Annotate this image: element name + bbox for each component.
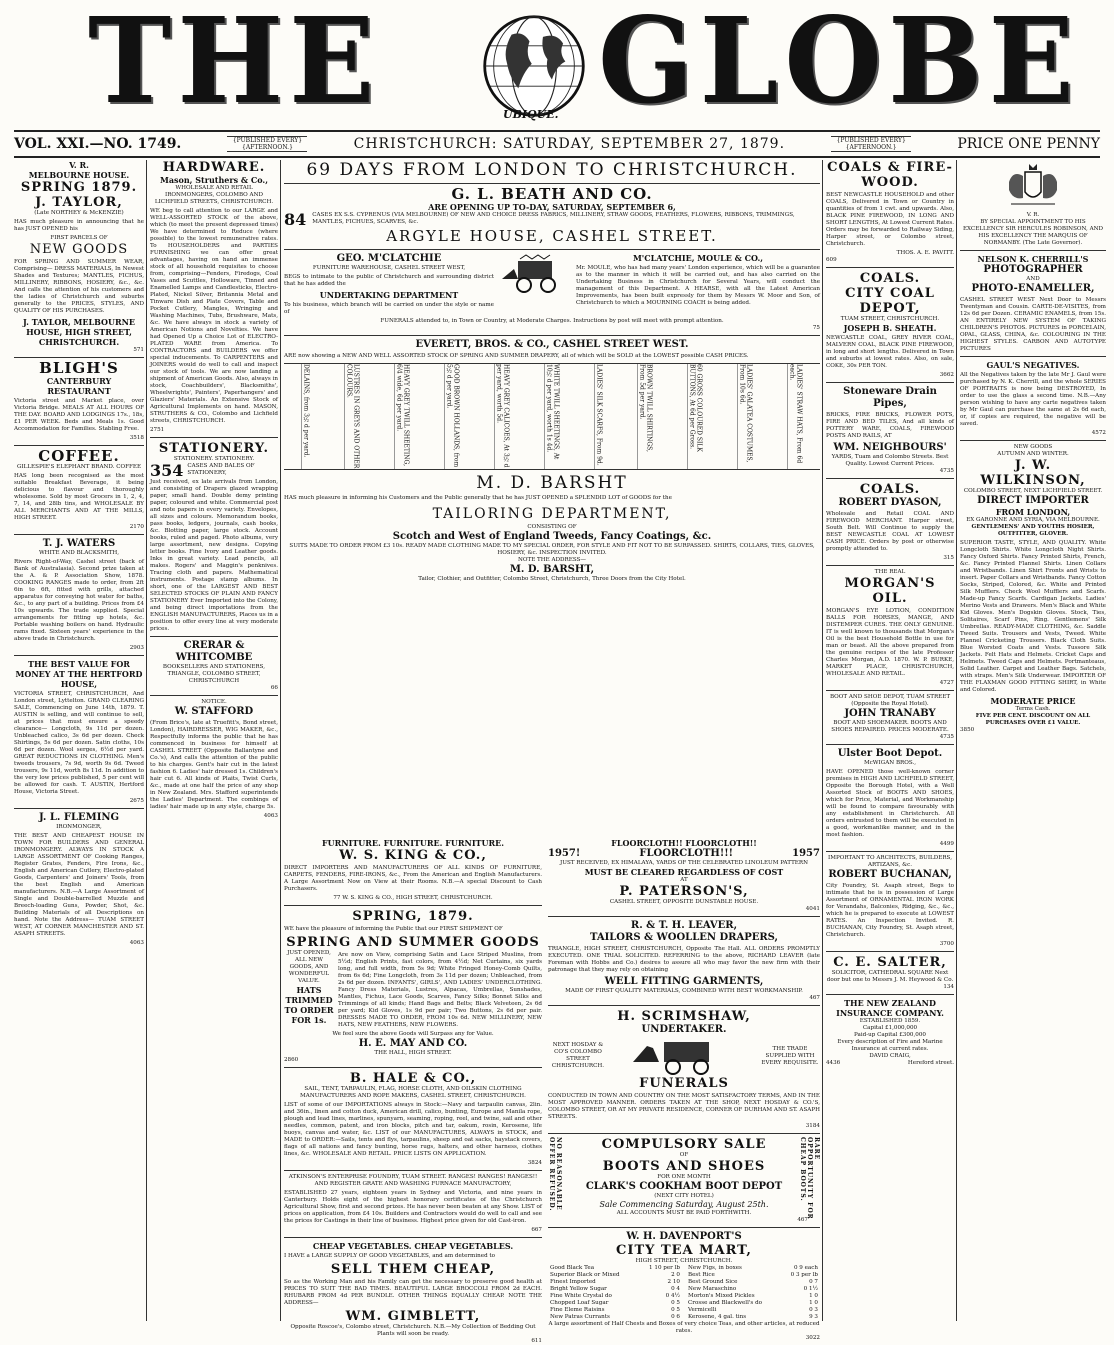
price-value: 1 0 xyxy=(809,1300,818,1306)
cherrill-body: CASHEL STREET WEST Next Door to Messrs Twentyman and Cousin. CARTE-DE-VISITES, from 12s 6d per Dozen. CERAMIC ENAMELS, from 15s. AN ENTIRELY NEW SYSTEM OF TAKING CHILDREN'S PHOTOS. PICTURES in PORCELAIN, OPAL, GLASS, CHINA, &c. COLOURING IN THE HIGHEST STYLES. CARBON AND AUTOTYPE PICTURES xyxy=(960,297,1106,352)
spring-side-note: JUST OPENED, ALL NEW GOODS, AND WONDERFUL VALUE. xyxy=(287,950,331,984)
ad-number: 2675 xyxy=(129,798,144,804)
price-item: Good Black Tea xyxy=(550,1265,595,1271)
price-item: Kerosene, 4 gal. tins xyxy=(688,1314,747,1320)
king-body: DIRECT IMPORTERS AND MANUFACTURERS OF ALL KINDS OF FURNITURE, CARPETS, FENDERS, FIRE-IRONS, &c., From the American and English Manufacturers. A Large Assortment Now on View at their Rooms. N.B.—A special Discount to Cash Purchasers. xyxy=(284,865,542,892)
new-goods-heading: NEW GOODS xyxy=(29,242,129,257)
discount-line: FIVE PER CENT. DISCOUNT ON ALL PURCHASES OVER £1 VALUE. xyxy=(975,713,1091,726)
leaver-subheading: TAILORS & WOOLLEN DRAPERS, xyxy=(589,932,779,943)
crerar-subheading: BOOKSELLERS AND STATIONERS, TRIANGLE, COLOMBO STREET, CHRISTCHURCH xyxy=(162,664,266,684)
everett-item: HEAVY GREY CALICOES, At 3½d per yard, worth 5d. xyxy=(495,364,510,468)
coals-heading-3: COALS. xyxy=(859,482,921,497)
beath-cases-count: 84 xyxy=(284,209,307,229)
price-row xyxy=(548,1293,682,1300)
masthead-motto: UBIQUE. xyxy=(503,108,559,121)
paidup-line: Paid-up Capital £300,000 xyxy=(854,1032,926,1038)
gaul-heading: GAUL'S NEGATIVES. xyxy=(986,360,1080,370)
undertaker-heading: UNDERTAKER. xyxy=(641,1024,727,1035)
scrimshaw-right-note: THE TRADE SUPPLIED WITH EVERY REQUISITE. xyxy=(761,1045,819,1066)
moule-heading: M'CLATCHIE, MOULE & CO., xyxy=(632,253,764,263)
hearse-icon xyxy=(500,255,570,295)
stationery-subheading: STATIONERY. STATIONERY. xyxy=(173,456,255,462)
taylor-heading: J. TAYLOR, xyxy=(35,195,123,210)
compulsory-heading: COMPULSORY SALE xyxy=(601,1137,767,1152)
mclatchie-body: BEGS to intimate to the public of Christchurch and surrounding district that he has added the xyxy=(284,274,494,287)
may-heading: H. E. MAY AND CO. xyxy=(358,1038,468,1049)
column-6 xyxy=(960,160,1106,1321)
hertford-body: VICTORIA STREET, CHRISTCHURCH, And London street, Lyttelton. GRAND CLEARING SALE, Commencing on June 14th, 1879. T. AUSTIN is selling, and will continue to sell, at prices that must ensure a speedy clearance— Longcloth, 9s 11d per dozen. Unbleached calico, 3s 6d per dozen. Check Shirtings, 5s 6d per dozen. Satin cloths, 10s 6d per dozen. Wool serges, 6½d per yard. GREAT REDUCTIONS IN CLOTHING. Men's tweeds trousers, 7s 9d, worth 9s 6d. Tweed trousers, 9s 11d, worth 8s 11d. In addition to the very low prices published, 5 per cent will be allowed for cash. T. AUSTIN, Hertford House, Victoria Street. xyxy=(14,691,144,795)
beath-heading: G. L. BEATH AND CO. xyxy=(451,185,653,203)
dateline-bar xyxy=(14,130,1100,158)
masthead-title-left: THE xyxy=(88,0,381,131)
ad-number: 134 xyxy=(943,984,954,990)
everett-item: 60 GROSS COLOURED SILK BUTTONS, At 6d per Gross. xyxy=(687,364,704,469)
vegetables-body: I HAVE a LARGE SUPPLY OF GOOD VEGETABLES, and am determined to xyxy=(284,1253,496,1259)
enameller-heading: PHOTO-ENAMELLER, xyxy=(971,283,1095,294)
stafford-heading: W. STAFFORD xyxy=(174,706,254,717)
price-row xyxy=(548,1300,682,1307)
price-row xyxy=(686,1293,820,1300)
ad-number: 2751 xyxy=(150,427,165,433)
place-date: CHRISTCHURCH: SATURDAY, SEPTEMBER 27, 1879. xyxy=(353,136,786,152)
city-tea-heading: CITY TEA MART, xyxy=(616,1243,752,1258)
insurance-body: Every description of Fire and Marine Insurance at current rates. xyxy=(837,1039,943,1052)
appointment-line: BY SPECIAL APPOINTMENT TO HIS EXCELLENCY SIR HERCULES ROBINSON, AND HIS EXCELLENCY THE MARQUIS OF NORMANBY. (The Late Governor). xyxy=(962,219,1104,246)
volume-number: VOL. XXI.—NO. 1749. xyxy=(14,136,182,152)
photographer-heading: PHOTOGRAPHER xyxy=(983,264,1083,275)
ulster-body: HAVE OPENED those well-known corner premises in HIGH AND LICHFIELD STREET, Opposite the Borough Hotel, with a Well Assorted Stock of BOOTS AND SHOES, which for Price, Material, and Workmanship will be found to compare favourably with any establishment in Christchurch. All orders entrusted to them will be executed in a good, workmanlike manner, and in the most fashion. xyxy=(826,769,954,838)
floorcloth-heading: FLOORCLOTH!! FLOORCLOTH!! xyxy=(611,838,757,848)
buchanan-body: City Foundry, St. Asaph street, Begs to intimate that he is in possession of Large Assortment of ORNAMENTAL IRON WORK for Verandahs, Balconies, Ridging, &c., &c., which he is prepared to execute at LOWEST RATES. An Inspection Invited. R. BUCHANAN, City Foundry, St. Asaph street, Christchurch. xyxy=(826,883,954,938)
price-list-left xyxy=(548,1265,682,1321)
taylor-address: J. TAYLOR, MELBOURNE HOUSE, HIGH STREET, CHRISTCHURCH. xyxy=(22,317,136,347)
price-item: Morton's Mixed Pickles xyxy=(688,1293,755,1299)
price-row xyxy=(686,1286,820,1293)
price-item: Vermicelli xyxy=(688,1307,717,1313)
barsht-signature: M. D. BARSHT, xyxy=(509,564,595,575)
autumn-line: AUTUMN AND WINTER. xyxy=(997,451,1069,457)
may-address: THE HALL, HIGH STREET. xyxy=(374,1050,452,1056)
price-row xyxy=(548,1307,682,1314)
masthead-title-right: GLOBE xyxy=(598,0,1080,131)
feel-sure: We feel sure the above Goods will Surpass any for Value. xyxy=(332,1031,494,1037)
tweeds-line: Scotch and West of England Tweeds, Fancy Coatings, &c. xyxy=(392,531,712,542)
coffee-subheading: GILLESPIE'S ELEPHANT BRAND. COFFEE xyxy=(16,464,142,470)
price-value: 0 6 xyxy=(671,1314,680,1320)
ad-number: 2903 xyxy=(129,645,144,651)
bligh-heading: BLIGH'S xyxy=(39,359,119,377)
gaul-body: All the Negatives taken by the late Mr J. Gaul were purchased by N. K. Cherrill, and the whole SERIES OF PORTRAITS is now being DESTROYED, In order to use the glass a second time. N.B.—Any person wishing to have any carte negatives taken by Mr Gaul can purchase the same at 2s 6d each, or, if copies are required, the negative will be saved. xyxy=(960,372,1106,427)
capital-line: Capital £1,000,000 xyxy=(862,1025,918,1031)
price-value: 0 3 xyxy=(809,1307,818,1313)
vegetables-body-2: So as the Working Man and his Family can get the necessary to preserve good health at PRICES TO SUIT THE BAD TIMES. BEAUTIFUL LARGE BROCCOLI FROM 2d EACH. RHUBARB FROM 4d PER BUNDLE. OTHER THINGS EQUALLY CHEAP. NOTE THE ADDRESS— xyxy=(284,1279,542,1306)
wilkinson-address: COLOMBO STREET, NEXT LICHFIELD STREET. xyxy=(963,488,1103,494)
direct-importer-heading: DIRECT IMPORTER xyxy=(977,495,1089,506)
ad-number: 467 xyxy=(809,995,820,1001)
coals-heading-2: COALS. xyxy=(859,271,921,286)
column-3-wide xyxy=(284,160,820,582)
ad-number: 4735 xyxy=(939,734,954,740)
spring-list: Are now on View, comprising Satin and Lace Striped Muslins, from 5½d; English Prints, fast colors, from 4½d; Net Curtains, six yards long, and full width, from 5s 9d; White Fringed Honey-Comb Quilts, from 6s 6d; Fine Longcloth, from 3s 11d per dozen; Unbleached, from 2s 6d per dozen. INFANTS', GIRLS', AND LADIES' UNDERCLOTHING. Fancy Dress Materials, Lustres, Alpacas, Umbrellas, Sunshades, Mantles, Fichus, Lace Goods, Scarves, Fancy Silks; Bonnet Silks and Trimmings of all kinds; Hand Bags and Belts; Black Velveteen, 2s 6d per yard; Kid Gloves, 1s 9d per pair; Two Buttons, 2s 6d per pair. DRESSES MADE TO ORDER, FROM 10s 6d. NEW MILLINERY, NEW HATS, NEW FEATHERS, NEW FLOWERS. xyxy=(338,952,542,1028)
ad-number: 609 xyxy=(826,257,837,263)
argyle-heading: ARGYLE HOUSE, CASHEL STREET. xyxy=(386,227,718,245)
everett-item: LADIES' STRAW HATS, From 6d each. xyxy=(787,364,804,469)
side-note-left: NO REASONABLE OFFER REFUSED. xyxy=(548,1137,562,1212)
wilkinson-body: SUPERIOR TASTE, STYLE, AND QUALITY. White Longcloth Shirts. White Longcloth Night Shirts. Fancy Oxford Shirts. Fancy Printed Shirts, French, &c. Fancy Printed Flannel Shirts. Linen Collars and Wristbands. Linen Shirt Fronts and Wrists to insert. Paper Collars and Wristbands. Fancy Cotton Socks, Striped, Colored, &c. White and Printed Silk Mufflers. Check Wool Mufflers and Scarfs. Made-up Fancy Scarfs. Cardigan Jackets. Ladies' Merino Vests and Drawers. Men's Black and White Kid Gloves. Men's Dogskin Gloves. Stock, Ties, Solitaires, Scarf Pins, Ring. Gentlemens' Silk Umbrellas. READY-MADE CLOTHING, &c. Saddle Tweed Suits. Trousers and Vests, Tweed. White Flannel Cricketing Trousers. Black Cloth Suits. Blue Worsted Coats and Vests. Tussore Silk Jackets. Felt Hats and Helmets. Cricket Caps and Helmets. Tweed Caps and Helmets. Portmanteaus, Solid Leather. Carpet and Leather Bags. Satchels, with straps. Men's Silk Underwear. IMPORTER OF THE FLAXMAN GOOD FITTING SHIRT, in White and Colored. xyxy=(960,540,1106,693)
ulster-heading: Ulster Boot Depot. xyxy=(837,748,943,759)
coffee-heading: COFFEE. xyxy=(38,447,120,465)
everett-item: LUSTRES IN GREYS AND OTHER COLOURS. xyxy=(345,364,360,469)
boots-heading: BOOTS AND SHOES xyxy=(602,1159,766,1174)
ad-number: 4572 xyxy=(1091,430,1106,436)
accounts-line: ALL ACCOUNTS MUST BE PAID FORTHWITH. xyxy=(616,1210,752,1216)
ad-number: 66 xyxy=(270,685,278,691)
real-line: THE REAL xyxy=(874,569,906,575)
suits-line: SUITS MADE TO ORDER FROM £3 10s. READY MADE CLOTHING MADE TO MY SPECIAL ORDER, FOR STYLE AND FIT NOT TO BE SURPASSED. SHIRTS, COLLARS, TIES, GLOVES, HOSIERY, &c. INSPECTION INVITED. xyxy=(289,543,815,556)
dyason-heading: ROBERT DYASON, xyxy=(838,497,942,508)
from-london: FROM LONDON, xyxy=(995,507,1071,517)
column-2 xyxy=(150,160,278,1321)
mason-subheading: WHOLESALE AND RETAIL IRONMONGERS, COLOMBO AND LICHFIELD STREETS, CHRISTCHURCH. xyxy=(154,185,274,205)
everett-item: LADIES' SILK SCARFS, From 9d. xyxy=(594,364,604,469)
column-rule xyxy=(146,160,147,1321)
barsht-heading: M. D. BARSHT xyxy=(476,473,628,493)
ad-number: 4436 xyxy=(826,1060,841,1066)
neighbours-body: YARDS, Tuam and Colombo Streets. Best Quality. Lowest Current Prices. xyxy=(831,454,949,467)
cherrill-heading: NELSON K. CHERRILL'S xyxy=(977,254,1089,264)
waters-heading: T. J. WATERS xyxy=(42,538,116,549)
ad-number: 3850 xyxy=(960,727,975,733)
moule-body: Mr. MOULE, who has had many years' London experience, which will be a guarantee as to the manner in which it will be carried out, and has also carried on the Undertaking Business in Christchurch for Several Years, will conduct the management of this Department. A HEARSE, with all the Latest American Improvements, has been built expressly for them by Messrs W. Moor and Son, of Christchurch to which a MOURNING COACH is being added. xyxy=(576,265,820,306)
ad-number: 4735 xyxy=(939,468,954,474)
sheath-body: NEWCASTLE COAL, GREY RIVER COAL, MALVERN COAL, BLACK PINE FIREWOOD, in long and short lengths. Delivered in Town and suburbs at lowest rates. Also, on sale, COKE, 30s PER TON. xyxy=(826,335,954,369)
fleming-body: THE BEST AND CHEAPEST HOUSE IN TOWN FOR BUILDERS AND GENERAL IRONMONGERY. ALWAYS IN STOCK A LARGE ASSORTMENT OF Cooking Ranges, Register Grates, Fenders, Fire Irons, &c., English and American Cutlery, Electro-plated Goods, Carpenters' and Joiners' Tools, from the best English and American manufacturers. N.B.—A Large Assortment of Single and Double-barrelled Muzzle and Breech-loading Guns, Powder, Shot, &c. Building Materials of all Descriptions on hand. Note the Address— TUAM STREET WEST, AT CORNER MANCHESTER AND ST. ASAPH STREETS. xyxy=(14,833,144,937)
neighbours-heading: WM. NEIGHBOURS' xyxy=(833,442,947,453)
price-item: Fine White Crystal do xyxy=(550,1293,612,1299)
coals-firewood-heading: COALS & FIRE-WOOD. xyxy=(827,160,953,190)
insurance-heading: THE NEW ZEALAND INSURANCE COMPANY. xyxy=(836,998,944,1018)
price-value: 0 1½ xyxy=(803,1286,818,1292)
sale-line: Sale Commencing Saturday, August 25th. xyxy=(599,1200,769,1209)
ad-number: 4063 xyxy=(263,813,278,819)
price-value: 9 3 xyxy=(809,1314,818,1320)
price-row xyxy=(548,1279,682,1286)
floor-years: 1957! xyxy=(548,848,581,859)
ad-number: 3662 xyxy=(939,372,954,378)
price-item: Best Rice xyxy=(688,1272,715,1278)
city-coal-address: TUAM STREET, CHRISTCHURCH. xyxy=(840,316,940,322)
ad-number: 467 xyxy=(797,1217,808,1223)
floor-years-2: 1957 xyxy=(792,848,820,859)
waters-body: Rivers Right-of-Way, Cashel street (back of Bank of Australasia). Second prize taken at the A. & P. Association Show, 1878. COOKING RANGES made to order, from 2ft 6in to 6ft, fitted with grills, attached apparatus for conveying hot water for baths, &c., to any part of a building. Prices from £4 10s upwards. The trade supplied. Special arrangements for fitting up hotels, &c. Portable washing boilers on hand. Hydraulic rams fixed. Sixteen years' experience in the above trade in Christchurch. xyxy=(14,559,144,642)
moderate-heading: MODERATE PRICE xyxy=(990,696,1076,706)
price-item: New Patras Currants xyxy=(550,1314,610,1320)
spring-1879-heading: SPRING, 1879. xyxy=(352,909,474,924)
price-value: 1 0 xyxy=(809,1293,818,1299)
leaver-body: TRIANGLE, HIGH STREET, CHRISTCHURCH, Opposite The Hall. ALL ORDERS PROMPTLY EXECUTED. ONE TRIAL SOLICITED. REFERRING to the above, RICHARD LEAVER (late Foreman with Hobbs and Co.) desires to assure all who may favor the new firm with their patronage that they may rely on obtaining xyxy=(548,946,820,973)
price-item: New Figs, in boxes xyxy=(688,1265,742,1271)
column-3a xyxy=(284,838,542,1344)
king-heading: W. S. KING & CO., xyxy=(339,848,487,863)
barsht-address: Tailor, Clothier, and Outfitter, Colombo Street, Christchurch, Three Doors from the City Hotel. xyxy=(418,576,686,582)
barsht-body: HAS much pleasure in informing his Customers and the Public generally that he has JUST OPENED a SPLENDID LOT of GOODS for the xyxy=(284,495,672,501)
ad-number: 3184 xyxy=(805,1123,820,1129)
price-row xyxy=(686,1307,820,1314)
sell-cheap-heading: SELL THEM CHEAP, xyxy=(330,1262,496,1277)
headline: 69 DAYS FROM LONDON TO CHRISTCHURCH. xyxy=(306,160,798,180)
gimblett-address: Opposite Roscoe's, Colombo street, Christchurch. N.B.—My Collection of Bedding Out Plants will soon be ready. xyxy=(290,1324,536,1337)
price-item: Best Ground Sice xyxy=(688,1279,738,1285)
beath-opening: ARE OPENING UP TO-DAY, SATURDAY, SEPTEMBER 6, xyxy=(428,202,676,212)
price-item: Bright Yellow Sugar xyxy=(550,1286,607,1292)
column-rule xyxy=(822,160,823,1321)
scrimshaw-heading: H. SCRIMSHAW, xyxy=(617,1009,751,1024)
hale-heading: B. HALE & CO., xyxy=(349,1071,477,1086)
hale-body: LIST of some of our IMPORTATIONS always in Stock:—Navy and tarpaulin canvas, 2lin. and 36in., linen and cotton duck, American drill, calico, bunting, Europe and Manila rope, plough and lead lines, marlines, spunyarn, seaming, roping, reel, and twine, sail and other needles, common, patent, and iron blocks, pitch and tar, oakum, rosin, Kerosene, life buoys, canvas and water, &c. LIST of our MANUFACTURES, ALWAYS in STOCK, and MADE to ORDER:—Sails, tents and flys, tarpaulins, sheep and oat sacks, haystack covers, flags of all nations and fancy bunting, horse rugs, halters, and other harness, clothes lines, &c. WHOLESALE AND RETAIL. PRICE LISTS ON APPLICATION. xyxy=(284,1102,542,1157)
mason-heading: Mason, Struthers & Co., xyxy=(159,175,268,185)
beath-cases-text: CASES EX S.S. CYPRENUS (VIA MELBOURNE) OF NEW AND CHOICE DRESS FABRICS, MILLINERY, STRAW GOODS, FEATHERS, FLOWERS, RIBBONS, TRIMMINGS, MANTLES, FICHUES, SCARVES, &c. xyxy=(312,212,795,225)
price-value: 1 10 per lb xyxy=(649,1265,680,1271)
first-parcels: FIRST PARCELS OF xyxy=(50,235,108,241)
tailoring-heading: TAILORING DEPARTMENT, xyxy=(432,506,672,522)
month-line: FOR ONE MONTH xyxy=(657,1174,711,1180)
ad-number: 75 xyxy=(812,325,820,331)
price-row xyxy=(686,1272,820,1279)
column-4 xyxy=(548,838,820,1341)
ad-number: 3824 xyxy=(527,1160,542,1166)
fleming-heading: J. L. FLEMING xyxy=(38,812,120,823)
price-row xyxy=(548,1286,682,1293)
funerals-note: FUNERALS attended to, in Town or Country, at Moderate Charges. Instructions by post will meet with prompt attention. xyxy=(380,318,724,324)
melbourne-house-heading: MELBOURNE HOUSE. xyxy=(28,170,130,180)
price-value: 0 3 per lb xyxy=(790,1272,818,1278)
spring-heading: SPRING 1879. xyxy=(20,180,138,195)
davenport-heading: W. H. DAVENPORT'S xyxy=(626,1231,742,1242)
mason-body: WE beg to call attention to our LARGE and WELL-ASSORTED STOCK of the above, which (to meet the present depressed times) We have determined to Reduce (where possible) to the lowest remunerative rates. To HOUSEHOLDERS and PARTIES FURNISHING we can offer great advantages, having on hand an immense stock of all household requisites to choose from, comprising—Fenders, Firedogs, Coal Vases and Scuttles, Holloware, Tinned and Enamelled Lamps and Candlesticks, Electro-Plated, Nickel Silver, Britannia Metal and Tinware Dish and Plate Covers, Table and Pocket Cutlery, Mangles, Wringing and Washing Machines, Tubs, Brushware, Mats, &c. We have always in stock a variety of American Notions and Novelties. We have had Opened Up a Choice Lot of ELECTRO-PLATED WARE from America. To CONTRACTORS and BUILDERS we offer special inducements. To CARPENTERS and JOINERS would do well to call and inspect our stock of tools. We are now landing a shipment of American Goods. Also, always in stock, Coachbuilders', Blacksmiths', Wheelwrights', Painters', Paperhangers' and Glaziers' Materials. An Extensive Stock of Agricultural Implements on hand. MASON, STRUTHERS & CO., Colombo and Lichfield streets, CHRISTCHURCH. xyxy=(150,208,278,424)
best-value-heading: THE BEST VALUE FOR MONEY AT THE HERTFORD HOUSE, xyxy=(15,659,143,689)
royal-cipher: V. R. xyxy=(1026,212,1040,218)
davenport-footer: A large assortment of Half Chests and Boxes of very choice Teas, and other articles, at reduced rates. xyxy=(548,1321,820,1334)
dyason-body: Wholesale and Retail COAL AND FIREWOOD MERCHANT. Harper street, South Belt. Will Continue to supply the BEST NEWCASTLE COAL AT LOWEST CASH PRICE. Orders by post or otherwise promptly attended to. xyxy=(826,511,954,552)
column-5 xyxy=(826,160,954,1321)
everett-heading: EVERETT, BROS. & CO., CASHEL STREET WEST. xyxy=(415,339,689,350)
clark-subheading: (NEXT CITY HOTEL) xyxy=(654,1193,714,1199)
clark-heading: CLARK'S COOKHAM BOOT DEPOT xyxy=(585,1181,783,1192)
everett-item: WHITE TWILL SHEETINGS, At 10½d per yard, worth 1s 4d. xyxy=(544,364,561,469)
ad-number: 4063 xyxy=(129,940,144,946)
sheath-heading: JOSEPH B. SHEATH. xyxy=(843,323,937,333)
price-item: New Maraschino xyxy=(688,1286,737,1292)
morgan-body: MORGAN'S EYE LOTION, CONDITION BALLS FOR HORSES, MANGE, AND DISTEMPER CURES. THE ONLY GENUINE. IT is well known to thousands that Morgan's Oil is the best Household Bottle in use for man or beast. All the above prepared from the genuine recipes of the late Professor Charles Morgan, A.D. 1870. W. P. BURKE, MARKET PLACE, CHRISTCHURCH, WHOLESALE AND RETAIL. xyxy=(826,608,954,677)
tranaby-body: BOOT AND SHOEMAKER. BOOTS AND SHOES REPAIRED. PRICES MODERATE. xyxy=(831,720,949,733)
hale-subheading: SAIL, TENT, TARPAULIN, FLAG, HORSE CLOTH, AND OILSKIN CLOTHING MANUFACTURERS AND ROPE MAKERS, CASHEL STREET, CHRISTCHURCH. xyxy=(300,1086,526,1099)
price-list-right xyxy=(686,1265,820,1321)
price-value: 0 5 xyxy=(671,1307,680,1313)
everett-item: LADIES' GALATEA COSTUMES, From 10s 6d. xyxy=(737,364,754,469)
price-value: 0 4½ xyxy=(665,1293,680,1299)
mclatchie-heading: GEO. M'CLATCHIE xyxy=(336,253,442,264)
price-row xyxy=(548,1265,682,1272)
stationery-heading: STATIONERY. xyxy=(158,441,270,456)
well-fitting-heading: WELL FITTING GARMENTS, xyxy=(604,976,764,987)
ad-number: 571 xyxy=(133,347,144,353)
at-line: AT xyxy=(680,877,688,883)
himalaya-line: JUST RECEIVED, EX HIMALAYA, YARDS OF THE CELEBRATED LINOLEUM PATTERN xyxy=(560,860,808,866)
architects-line: IMPORTANT TO ARCHITECTS, BUILDERS, ARTIZANS, &c. xyxy=(828,855,952,868)
everett-body: ARE now showing a NEW AND WELL ASSORTED STOCK OF SPRING AND SUMMER DRAPERY, all of which will be SOLD at the LOWEST possible CASH PRICES. xyxy=(284,353,749,359)
salter-heading: C. E. SALTER, xyxy=(833,955,947,970)
via-line: EX GARONNE AND SYRIA, VIA MELBOURNE. xyxy=(966,517,1100,523)
wilkinson-heading: J. W. WILKINSON, xyxy=(980,458,1086,488)
ad-number: 3518 xyxy=(129,435,144,441)
pavitt-signature: THOS. A. E. PAVITT. xyxy=(896,250,954,256)
price-row xyxy=(686,1265,820,1272)
ad-number: 2860 xyxy=(284,1057,299,1063)
price-item: Superior Black or Mixed xyxy=(550,1272,620,1278)
paterson-address: CASHEL STREET, OPPOSITE DUNSTABLE HOUSE. xyxy=(609,899,759,905)
drain-body: BRICKS, FIRE BRICKS, FLOWER POTS, FIRE AND BED TILES, And all kinds of POTTERY WARE, COALS, FIREWOOD POSTS AND RAILS, AT xyxy=(826,412,954,439)
column-1 xyxy=(14,160,144,1321)
undertaking-heading: UNDERTAKING DEPARTMENT xyxy=(319,290,459,300)
funerals-body: CONDUCTED IN TOWN AND COUNTRY ON THE MOST SATISFACTORY TERMS, AND IN THE MOST APPROVED MANNER. ORDERS TAKEN AT THE SHOP, NEXT HOSDAY & CO.'S, COLOMBO STREET, OR AT MY PRIVATE RESIDENCE, CORNER OF DURHAM AND ST. ASAPH STREETS. xyxy=(548,1093,820,1120)
everett-item: BROWN TWILL SHIRTINGS, From 5d per yard. xyxy=(637,364,654,469)
price-value: 2 0 xyxy=(671,1272,680,1278)
note-address: NOTE THE ADDRESS— xyxy=(517,557,586,563)
spring-body: WE have the pleasure of informing the Public that our FIRST SHIPMENT OF xyxy=(284,926,503,932)
consisting: CONSISTING OF xyxy=(527,524,577,530)
price-row xyxy=(686,1314,820,1321)
ad-number: 2170 xyxy=(129,524,144,530)
royal-arms-icon xyxy=(1003,162,1063,210)
stationery-body: Just received, ex late arrivals from London, and consisting of Drapers glazed wrapping paper, small hand. Double demy printing paper, coloured and white. Commercial post and note papers in every variety. Envelopes, all sizes and colours. Memorandum books, pass books, ledgers, journals, cash books, &c. Blotting paper, large stock. Account books, ruled and paged. Photo albums, very large assortment, new designs. Copying letter books. Fine Ivory and Leather goods. Inks in great variety. Lead pencils, all makes. Rogers' and Maggin's penknives. Tracing cloth and papers. Mathematical instruments. Postage stamp albums. In short, one of the LARGEST AND BEST SELECTED STOCKS OF PLAIN AND FANCY STATIONERY Ever Imported into the Colony, and being direct importations from the ENGLISH MANUFACTURERS, Places us in a position to offer every line at very moderate prices. xyxy=(150,479,278,632)
everett-items xyxy=(284,363,820,470)
gents-line: GENTLEMENS' AND YOUTHS HOSIER, OUTFITTER, GLOVER. xyxy=(971,524,1095,537)
salter-body: SOLICITOR, CATHEDRAL SQUARE Next door but one to Messrs J. M. Heywood & Co. xyxy=(826,970,954,983)
hats-trimmed: HATS TRIMMED TO ORDER FOR 1s. xyxy=(284,985,334,1025)
price-item: Crosse and Blackwell's do xyxy=(688,1300,763,1306)
taylor-body: HAS much pleasure in announcing that he has JUST OPENED his xyxy=(14,219,144,232)
globe-icon xyxy=(478,10,590,122)
price-value: 0 5 xyxy=(671,1300,680,1306)
price-value: 0 9 each xyxy=(793,1265,818,1271)
royal-cipher: V. R. xyxy=(69,160,89,170)
king-address: 77 W. S. KING & CO., HIGH STREET, CHRISTCHURCH. xyxy=(333,895,493,901)
ad-number: 315 xyxy=(943,555,954,561)
price-row xyxy=(686,1279,820,1286)
price-value: 0 4 xyxy=(671,1286,680,1292)
price: PRICE ONE PENNY xyxy=(957,136,1100,152)
column-rule xyxy=(956,160,957,1321)
ad-number: 3700 xyxy=(939,941,954,947)
craig-signature: DAVID CRAIG, xyxy=(869,1053,911,1059)
price-item: Chopped Loaf Sugar xyxy=(550,1300,609,1306)
atkinson-heading: ATKINSON'S ENTERPRISE FOUNDRY, TUAM STREET. RANGES! RANGES! RANGES!! AND REGISTER GRATE AND WASHING FURNACE MANUFACTORY, xyxy=(288,1174,538,1187)
leaver-body-2: MADE OF FIRST QUALITY MATERIALS, COMBINED WITH BEST WORKMANSHIP. xyxy=(565,988,803,994)
ad-number: 4499 xyxy=(939,841,954,847)
atkinson-body: ESTABLISHED 27 years, eighteen years in Sydney and Victoria, and nine years in Canterbury. Holds eight of the highest honorary certificates of the Christchurch Agricultural Show, first and second prizes. He has never been beaten at any Show. LIST of prices on application, from £4 10s. Builders and Contractors would do well to call and see the prices for Castings in their line of business. Highest price given for old Cast-iron. xyxy=(284,1190,542,1224)
stafford-body: (From Brice's, late at Truefitt's, Bond street, London), HAIRDRESSER, WIG MAKER, &c., Respectfully informs the public that he has commenced in business for himself at CASHEL STREET (Opposite Ballantyne and Co.'s), And calls the attention of the public to his charges. Gent's hair cut in the latest fashion 6. Ladies' hair dressed 1s. Children's hair cut 6. All kinds of Plaits, Twist Curls, &c., made at one half the price of any shop in New Zealand. Mrs. Stafford superintends the Ladies' Department. The combings of ladies' hair made up in any style, charge 5s. xyxy=(150,720,278,810)
mclatchie-subheading: FURNITURE WAREHOUSE, CASHEL STREET WEST, xyxy=(312,265,466,271)
column-rule xyxy=(280,160,281,1321)
and-line: AND xyxy=(1026,276,1040,282)
coals-body: BEST NEWCASTLE HOUSEHOLD and other COALS, Delivered in Town or Country in quantities of from 1 cwt. and upwards. Also, BLACK PINE FIREWOOD, IN LONG AND SHORT LENGTHS, At Lowest Current Rates. Orders may be forwarded to Railway Siding, Harper street, or Colombo street, Christchurch. xyxy=(826,192,954,247)
boot-depot-line: BOOT AND SHOE DEPOT, TUAM STREET (Opposite the Royal Hotel). xyxy=(829,694,951,707)
side-note-right: RARE OPPORTUNITY FOR CHEAP BOOTS. xyxy=(799,1137,820,1220)
taylor-subheading: (Late NORTHEY & McKENZIE) xyxy=(34,210,124,216)
hearse-icon xyxy=(629,1036,739,1076)
coffee-body: HAS long been recognised as the most suitable Breakfast Beverage, it being delicious to flavour and thoroughly wholesome. Sold by most Grocers in 1, 2, 4, 7, 14, and 28lb tins, and WHOLESALE BY ALL MERCHANTS AND AT THE MILLS, HIGH STREET. xyxy=(14,473,144,521)
paterson-heading: P. PATERSON'S, xyxy=(619,884,749,899)
published-note-left: {PUBLISHED EVERY} {AFTERNOON.} xyxy=(227,136,307,152)
price-row xyxy=(686,1300,820,1307)
new-goods-line: NEW GOODS xyxy=(1013,444,1053,450)
price-value: 0 7 xyxy=(809,1279,818,1285)
davenport-address: HIGH STREET, CHRISTCHURCH. xyxy=(635,1258,733,1264)
terms-line: Terms Cash. xyxy=(1015,706,1051,712)
bligh-body: Victoria street and Market place, over Victoria Bridge. MEALS AT ALL HOURS OF THE DAY. BOARD AND LODGINGS 17s., 18s, £1 PER WEEK. Beds and Meals 1s. Good Accommodation for Families. Stabling Free. xyxy=(14,398,144,432)
furniture-heading: FURNITURE. FURNITURE. FURNITURE. xyxy=(321,838,505,848)
mcwigan-line: McWIGAN BROS., xyxy=(863,760,917,766)
gimblett-heading: WM. GIMBLETT, xyxy=(345,1309,481,1324)
price-item: Fine Eleme Raisins xyxy=(550,1307,605,1313)
everett-item: GOOD BROWN HOLLANDS, from 5½d per yard. xyxy=(445,364,460,468)
established-line: ESTABLISHED 1859. xyxy=(859,1018,921,1024)
city-coal-heading: CITY COAL DEPOT, xyxy=(845,286,935,316)
notice-heading: NOTICE. xyxy=(201,699,227,705)
price-value: 2 10 xyxy=(667,1279,680,1285)
bligh-subheading: CANTERBURY RESTAURANT xyxy=(46,376,112,396)
vegetables-heading: CHEAP VEGETABLES. CHEAP VEGETABLES. xyxy=(312,1241,514,1251)
morgan-heading: MORGAN'S OIL. xyxy=(844,576,936,606)
cleared-line: MUST BE CLEARED REGARDLESS OF COST xyxy=(584,867,784,877)
ad-number: 4727 xyxy=(939,680,954,686)
everett-item: DELAINS, from 3½d per yard. xyxy=(301,364,311,469)
masthead xyxy=(8,0,1106,131)
drain-pipes-heading: Stoneware Drain Pipes, xyxy=(843,386,937,409)
tranaby-heading: JOHN TRANABY xyxy=(844,708,936,719)
cases-count: 354 xyxy=(150,460,184,480)
ad-number: 3022 xyxy=(805,1335,820,1341)
spring-goods-heading: SPRING AND SUMMER GOODS xyxy=(286,935,540,950)
fleming-subheading: IRONMONGER, xyxy=(56,824,102,830)
funerals-heading: FUNERALS xyxy=(639,1076,729,1091)
floor-mid: FLOORCLOTH!!! xyxy=(639,848,733,859)
waters-subheading: WHITE AND BLACKSMITH, xyxy=(38,550,120,556)
buchanan-heading: ROBERT BUCHANAN, xyxy=(828,869,952,880)
craig-address: Hereford street. xyxy=(907,1060,954,1066)
hardware-heading: HARDWARE. xyxy=(162,160,266,175)
of-line: OF xyxy=(679,1152,689,1158)
price-row xyxy=(548,1272,682,1279)
scrimshaw-left-note: NEXT HOSDAY & CO'S COLOMBO STREET CHRISTCHURCH. xyxy=(551,1042,605,1069)
ad-number: 611 xyxy=(531,1338,542,1344)
published-note-right: {PUBLISHED EVERY} {AFTERNOON.} xyxy=(831,136,911,152)
taylor-body-2: FOR SPRING AND SUMMER WEAR, Comprising— DRESS MATERIALS, In Newest Shades and Textures; MANTLES, FICHUS, MILLINERY, RIBBONS, HOSIERY, &c., &c. And calls the attention of his customers and the ladies of Christchurch and suburbs generally to the PRICES, STYLES, AND QUALITY OF HIS PURCHASES. xyxy=(14,259,144,314)
cases-text: CASES AND BALES OF STATIONERY, xyxy=(187,463,255,476)
crerar-heading: CRERAR & WHITCOMBE xyxy=(175,640,253,663)
mclatchie-body-2: To his business, which branch will be carried on under the style or name of xyxy=(284,302,494,315)
price-item: Finest Imported xyxy=(550,1279,596,1285)
price-row xyxy=(548,1314,682,1321)
ad-number: 667 xyxy=(531,1227,542,1233)
ad-number: 4041 xyxy=(805,906,820,912)
everett-item: HEAVY GREY TWILL SHEETING, 6/4 wide, 6d per yard. xyxy=(394,364,411,469)
leaver-heading: R. & T. H. LEAVER, xyxy=(630,920,738,931)
